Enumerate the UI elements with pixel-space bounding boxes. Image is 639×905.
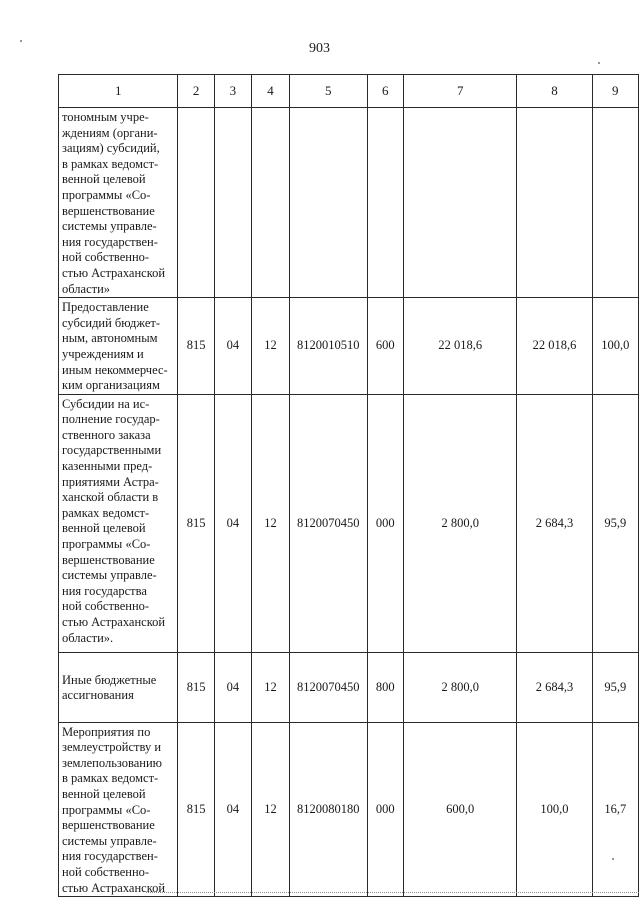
table-cell: 815: [178, 722, 214, 897]
table-cell: 22 018,6: [403, 298, 516, 395]
table-cell: 815: [178, 394, 214, 652]
table-cell: 600,0: [403, 722, 516, 897]
table-cell: 800: [367, 652, 403, 722]
budget-table: [58, 74, 639, 897]
table-cell: 04: [214, 652, 251, 722]
table-cell: 8120070450: [290, 394, 368, 652]
table-cell: 8120080180: [290, 722, 368, 897]
table-cell: 2 800,0: [403, 652, 516, 722]
table-cell: 100,0: [517, 722, 592, 897]
column-header: 4: [251, 75, 289, 108]
table-cell: 2 800,0: [403, 394, 516, 652]
scan-speck: [20, 40, 22, 42]
table-cell: 22 018,6: [517, 298, 592, 395]
table-cell: 95,9: [592, 394, 638, 652]
table-cell: 12: [251, 394, 289, 652]
table-cell: [290, 108, 368, 298]
table-cell: 04: [214, 394, 251, 652]
page-number: 903: [309, 41, 330, 56]
table-row: [59, 298, 639, 395]
table-cell: [517, 108, 592, 298]
column-header: 7: [403, 75, 516, 108]
table-cell: 815: [178, 298, 214, 395]
column-header: 8: [517, 75, 592, 108]
row-description: Иные бюджетные ассигнования: [59, 652, 178, 722]
table-cell: [367, 108, 403, 298]
table-cell: [592, 108, 638, 298]
column-header: 3: [214, 75, 251, 108]
column-header: 2: [178, 75, 214, 108]
table-cell: 2 684,3: [517, 394, 592, 652]
row-description: Мероприятия по землеустройству и землепользованию в рамках ведомст- венной целевой программы «Со- вершенствование системы управле- ния государствен- ной собственно- стью Астраханской: [59, 722, 178, 897]
table-header-row: [59, 75, 639, 108]
footer-divider: [146, 892, 639, 893]
table-cell: [251, 108, 289, 298]
column-header: 5: [290, 75, 368, 108]
table-cell: [214, 108, 251, 298]
table-row: [59, 652, 639, 722]
table-cell: 12: [251, 298, 289, 395]
column-header: 1: [59, 75, 178, 108]
table-cell: 04: [214, 722, 251, 897]
table-cell: 12: [251, 722, 289, 897]
table-row: [59, 722, 639, 897]
table-cell: 815: [178, 652, 214, 722]
table-cell: 16,7: [592, 722, 638, 897]
table-row: [59, 394, 639, 652]
row-description: Предоставление субсидий бюджет- ным, автономным учреждениям и иным некоммерчес- ким организациям: [59, 298, 178, 395]
table-cell: 000: [367, 394, 403, 652]
scan-speck: [612, 858, 614, 860]
row-description: тономным учре- ждениям (органи- зациям) субсидий, в рамках ведомст- венной целевой программы «Со- вершенствование системы управле- ния государствен- ной собственно- стью Астраханской области»: [59, 108, 178, 298]
table-cell: 600: [367, 298, 403, 395]
table-cell: 000: [367, 722, 403, 897]
scan-speck: [598, 62, 600, 64]
table-cell: 12: [251, 652, 289, 722]
table-cell: 8120010510: [290, 298, 368, 395]
row-description: Субсидии на ис- полнение государ- ственного заказа государственными казенными пред- приятиями Астра- ханской области в рамках ведомст- венной целевой программы «Со- вершенствование системы управле- ния государства ной собственно- стью Астраханской области».: [59, 394, 178, 652]
table-cell: 2 684,3: [517, 652, 592, 722]
column-header: 9: [592, 75, 638, 108]
table-row: [59, 108, 639, 298]
table-cell: 95,9: [592, 652, 638, 722]
table-cell: 04: [214, 298, 251, 395]
table-cell: [403, 108, 516, 298]
table-cell: [178, 108, 214, 298]
table-cell: 8120070450: [290, 652, 368, 722]
table-cell: 100,0: [592, 298, 638, 395]
column-header: 6: [367, 75, 403, 108]
